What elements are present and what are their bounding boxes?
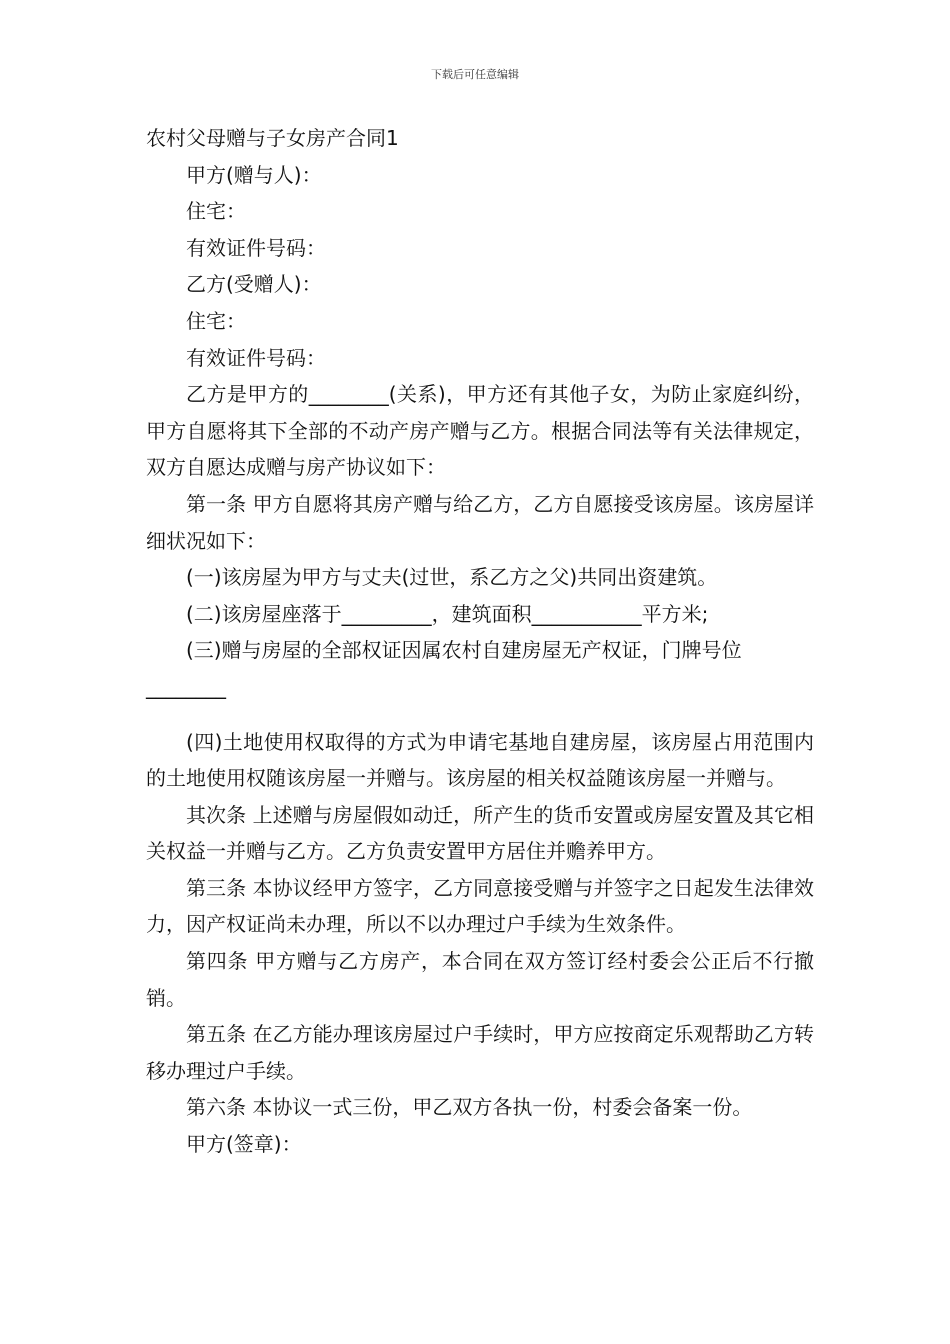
article-1: 第一条 甲方自愿将其房产赠与给乙方，乙方自愿接受该房屋。该房屋详细状况如下： bbox=[146, 491, 814, 553]
house-number-blank: ________ bbox=[146, 674, 226, 699]
header-note: 下载后可任意编辑 bbox=[431, 68, 519, 81]
party-b-id-number: 有效证件号码： bbox=[186, 345, 326, 370]
party-a-address: 住宅： bbox=[186, 199, 246, 224]
party-b-label: 乙方(受赠人)： bbox=[186, 272, 322, 297]
article-1-item-3: (三)赠与房屋的全部权证因属农村自建房屋无产权证，门牌号位 bbox=[186, 638, 742, 663]
preamble-paragraph: 乙方是甲方的________(关系)，甲方还有其他子女，为防止家庭纠纷，甲方自愿将其下全部的不动产房产赠与乙方。根据合同法等有关法律规定，双方自愿达成赠与房产协议如下： bbox=[146, 382, 814, 480]
contract-document bbox=[146, 120, 814, 1163]
spacer bbox=[146, 706, 814, 724]
party-a-label: 甲方(赠与人)： bbox=[186, 162, 322, 187]
article-1-item-1: (一)该房屋为甲方与丈夫(过世，系乙方之父)共同出资建筑。 bbox=[186, 565, 718, 590]
article-1-item-4: (四)土地使用权取得的方式为申请宅基地自建房屋，该房屋占用范围内的土地使用权随该房屋一并赠与。该房屋的相关权益随该房屋一并赠与。 bbox=[146, 729, 814, 791]
article-3: 第三条 本协议经甲方签字，乙方同意接受赠与并签字之日起发生法律效力，因产权证尚未办理，所以不以办理过户手续为生效条件。 bbox=[146, 875, 814, 937]
party-a-signature-label: 甲方(签章)： bbox=[186, 1132, 302, 1157]
party-a-id-number: 有效证件号码： bbox=[186, 235, 326, 260]
article-1-item-2: (二)该房屋座落于_________，建筑面积___________平方米; bbox=[186, 601, 709, 626]
party-b-address: 住宅： bbox=[186, 308, 246, 333]
article-4: 第四条 甲方赠与乙方房产，本合同在双方签订经村委会公正后不行撤销。 bbox=[146, 949, 814, 1010]
document-title: 农村父母赠与子女房产合同1 bbox=[146, 126, 399, 150]
article-2: 其次条 上述赠与房屋假如动迁，所产生的货币安置或房屋安置及其它相关权益一并赠与乙方。乙方负责安置甲方居住并赡养甲方。 bbox=[146, 802, 814, 864]
article-5: 第五条 在乙方能办理该房屋过户手续时，甲方应按商定乐观帮助乙方转移办理过户手续。 bbox=[146, 1022, 814, 1083]
article-6: 第六条 本协议一式三份，甲乙双方各执一份，村委会备案一份。 bbox=[186, 1095, 753, 1120]
